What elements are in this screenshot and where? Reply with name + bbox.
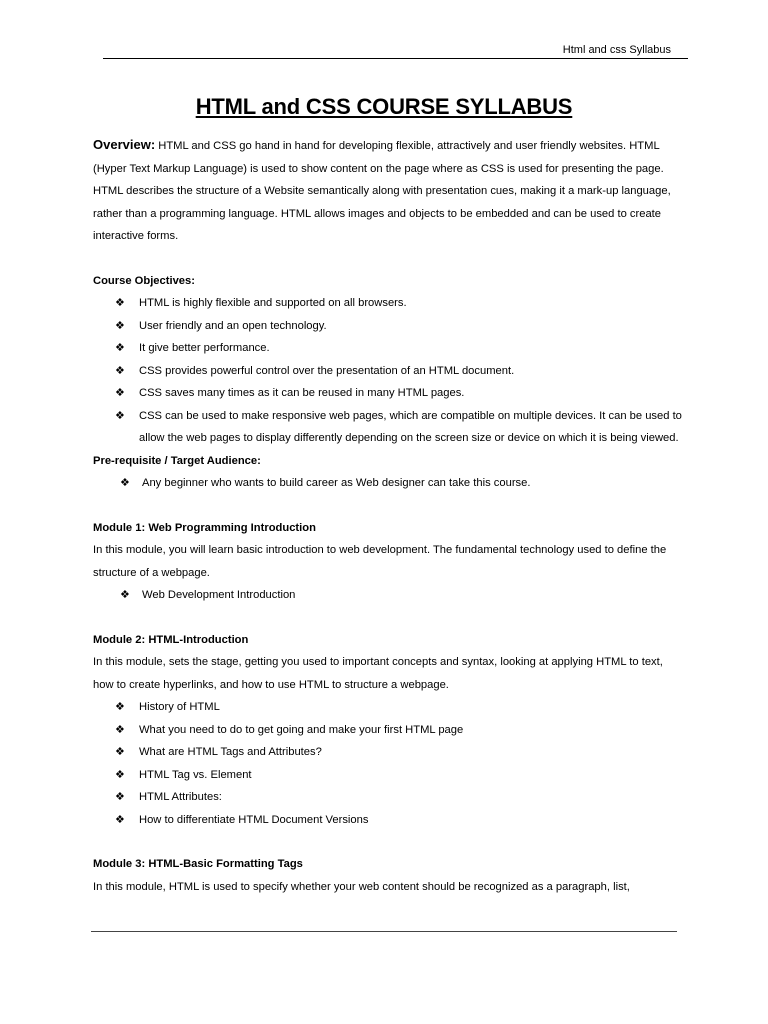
- list-item-text: Any beginner who wants to build career as Web designer can take this course.: [142, 477, 531, 489]
- list-item-text: It give better performance.: [139, 342, 270, 354]
- module1-text: In this module, you will learn basic introduction to web development. The fundamental technology used to define the structure of a webpage.: [93, 544, 667, 579]
- list-item-text: How to differentiate HTML Document Versions: [139, 813, 369, 826]
- footer-rule: [91, 931, 677, 932]
- list-item: [93, 696, 683, 719]
- diamond-bullet-icon: ❖: [115, 387, 125, 399]
- spacer: [93, 831, 683, 853]
- list-item-text: CSS provides powerful control over the presentation of an HTML document.: [139, 364, 515, 377]
- list-item: [93, 315, 683, 338]
- diamond-bullet-icon: ❖: [115, 319, 125, 332]
- list-item: [93, 764, 683, 787]
- spacer: [93, 495, 683, 517]
- running-header: Html and css Syllabus: [562, 44, 671, 56]
- list-item-text: CSS saves many times as it can be reused in many HTML pages.: [139, 387, 465, 399]
- spacer: [93, 607, 683, 629]
- list-item-text: HTML Attributes:: [139, 791, 222, 803]
- diamond-bullet-icon: ❖: [115, 791, 125, 803]
- diamond-bullet-icon: ❖: [115, 409, 125, 422]
- list-item: [93, 382, 683, 405]
- list-item: [93, 292, 683, 315]
- objectives-heading: Course Objectives:: [93, 274, 195, 287]
- list-item-text: HTML Tag vs. Element: [139, 768, 252, 781]
- module3-text: In this module, HTML is used to specify whether your web content should be recognized as a paragraph, list,: [93, 880, 630, 893]
- objectives-list: [93, 292, 683, 450]
- spacer: [93, 248, 683, 270]
- list-item: [93, 809, 683, 832]
- list-item: [93, 337, 683, 360]
- diamond-bullet-icon: ❖: [115, 364, 125, 377]
- list-item: [93, 472, 683, 495]
- prerequisite-list: [93, 472, 683, 495]
- overview-paragraph: [93, 134, 683, 248]
- module1-heading: Module 1: Web Programming Introduction: [93, 521, 316, 534]
- overview-label: Overview:: [93, 137, 156, 152]
- list-item-text: What are HTML Tags and Attributes?: [139, 746, 322, 758]
- diamond-bullet-icon: ❖: [115, 746, 125, 758]
- diamond-bullet-icon: ❖: [115, 768, 125, 781]
- document-body: [93, 134, 683, 898]
- diamond-bullet-icon: ❖: [115, 813, 125, 826]
- list-item: [93, 584, 683, 607]
- list-item: [93, 405, 683, 450]
- overview-text: HTML and CSS go hand in hand for developing flexible, attractively and user friendly websites. HTML (Hyper Text Markup Language) is used to show content on the page where as CSS is used for presenting the page. HTML describes the structure of a Website semantically along with presentation cues, making it a mark-up language, rather than a programming language. HTML allows images and objects to be embedded and can be used to create interactive forms.: [93, 140, 671, 242]
- diamond-bullet-icon: ❖: [120, 477, 130, 489]
- list-item: [93, 719, 683, 742]
- module2-text: In this module, sets the stage, getting you used to important concepts and syntax, looking at applying HTML to text, how to create hyperlinks, and how to use HTML to structure a webpage.: [93, 656, 663, 691]
- list-item: [93, 360, 683, 383]
- diamond-bullet-icon: ❖: [115, 297, 125, 309]
- list-item-text: HTML is highly flexible and supported on all browsers.: [139, 297, 407, 309]
- diamond-bullet-icon: ❖: [120, 589, 130, 601]
- diamond-bullet-icon: ❖: [115, 723, 125, 736]
- list-item-text: Web Development Introduction: [142, 589, 296, 601]
- list-item-text: What you need to do to get going and make your first HTML page: [139, 723, 464, 736]
- list-item-text: User friendly and an open technology.: [139, 319, 327, 332]
- page-title: HTML and CSS COURSE SYLLABUS: [195, 94, 573, 119]
- module3-heading: Module 3: HTML-Basic Formatting Tags: [93, 858, 303, 870]
- list-item-text: History of HTML: [139, 701, 220, 713]
- list-item: [93, 786, 683, 809]
- diamond-bullet-icon: ❖: [115, 342, 125, 354]
- header-rule: [103, 58, 688, 59]
- list-item: [93, 741, 683, 764]
- module2-heading: Module 2: HTML-Introduction: [93, 633, 249, 646]
- list-item-text: CSS can be used to make responsive web pages, which are compatible on multiple devices. It can be used to allow the web pages to display differently depending on the screen size or device on which it is being viewed.: [139, 409, 682, 444]
- prerequisite-heading: Pre-requisite / Target Audience:: [93, 454, 261, 467]
- module2-list: [93, 696, 683, 831]
- diamond-bullet-icon: ❖: [115, 701, 125, 713]
- module1-list: [93, 584, 683, 607]
